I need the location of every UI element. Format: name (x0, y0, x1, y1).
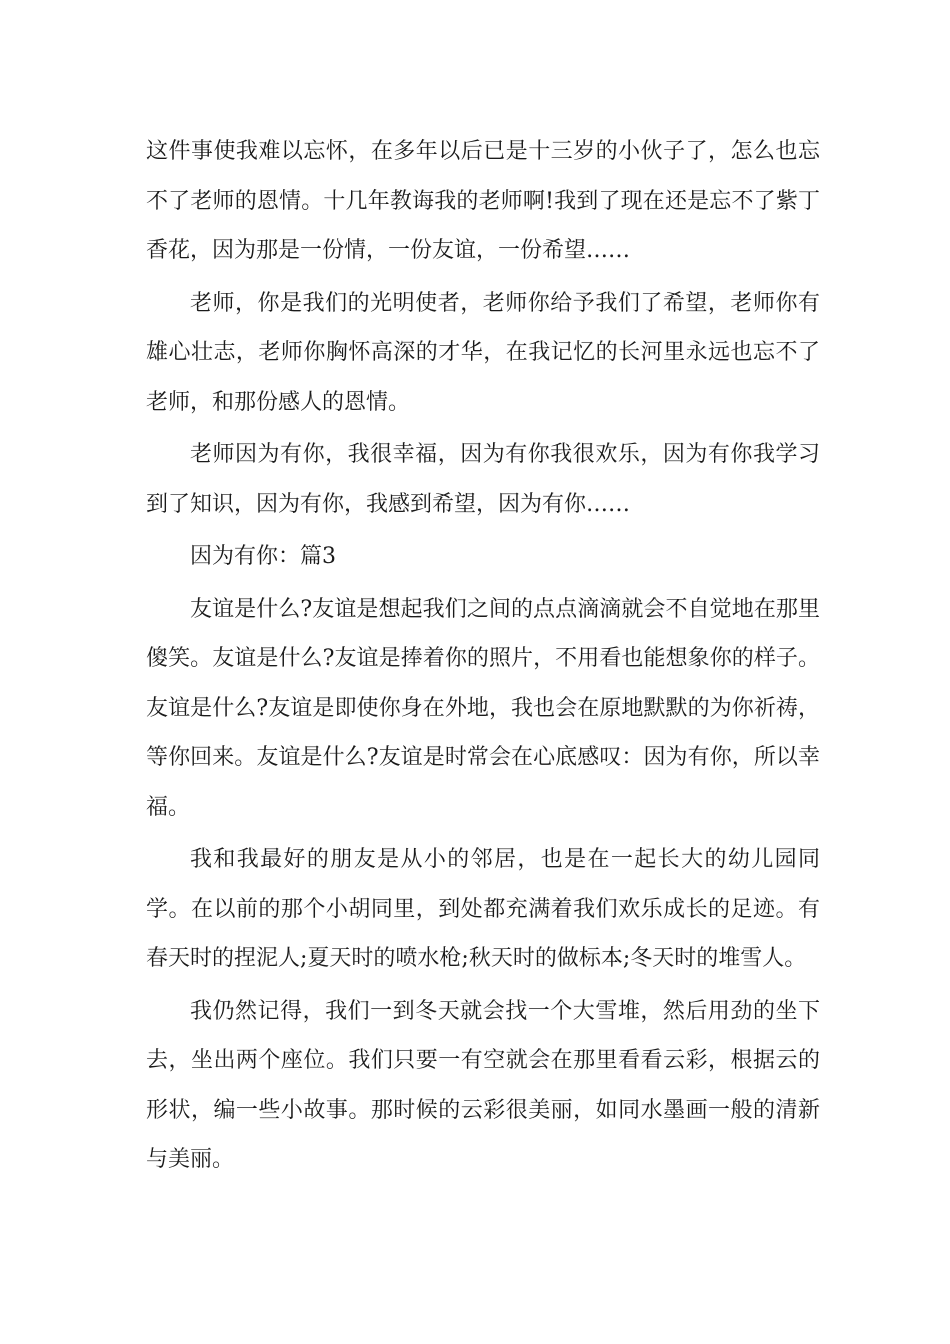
paragraph-5: 我和我最好的朋友是从小的邻居，也是在一起长大的幼儿园同学。在以前的那个小胡同里，到处都充满着我们欢乐成长的足迹。有春天时的捏泥人;夏天时的喷水枪;秋天时的做标本;冬天时的堆雪人。 (146, 847, 820, 971)
paragraph-2: 老师，你是我们的光明使者，老师你给予我们了希望，老师你有雄心壮志，老师你胸怀高深的才华，在我记忆的长河里永远也忘不了老师，和那份感人的恩情。 (146, 290, 820, 415)
paragraph-1: 这件事使我难以忘怀，在多年以后已是十三岁的小伙子了，怎么也忘不了老师的恩情。十几年教诲我的老师啊!我到了现在还是忘不了紫丁香花，因为那是一份情，一份友谊，一份希望…… (146, 139, 820, 263)
paragraph-4: 友谊是什么?友谊是想起我们之间的点点滴滴就会不自觉地在那里傻笑。友谊是什么?友谊是捧着你的照片，不用看也能想象你的样子。友谊是什么?友谊是即使你身在外地，我也会在原地默默的为你祈祷，等你回来。友谊是什么?友谊是时常会在心底感叹：因为有你，所以幸福。 (146, 596, 820, 820)
paragraph-6: 我仍然记得，我们一到冬天就会找一个大雪堆，然后用劲的坐下去，坐出两个座位。我们只要一有空就会在那里看看云彩，根据云的形状，编一些小故事。那时候的云彩很美丽，如同水墨画一般的清新与美丽。 (146, 998, 820, 1172)
paragraph-3: 老师因为有你，我很幸福，因为有你我很欢乐，因为有你我学习到了知识，因为有你，我感到希望，因为有你…… (146, 442, 820, 517)
section-heading: 因为有你：篇3 (190, 544, 336, 569)
document-body (146, 127, 820, 1185)
